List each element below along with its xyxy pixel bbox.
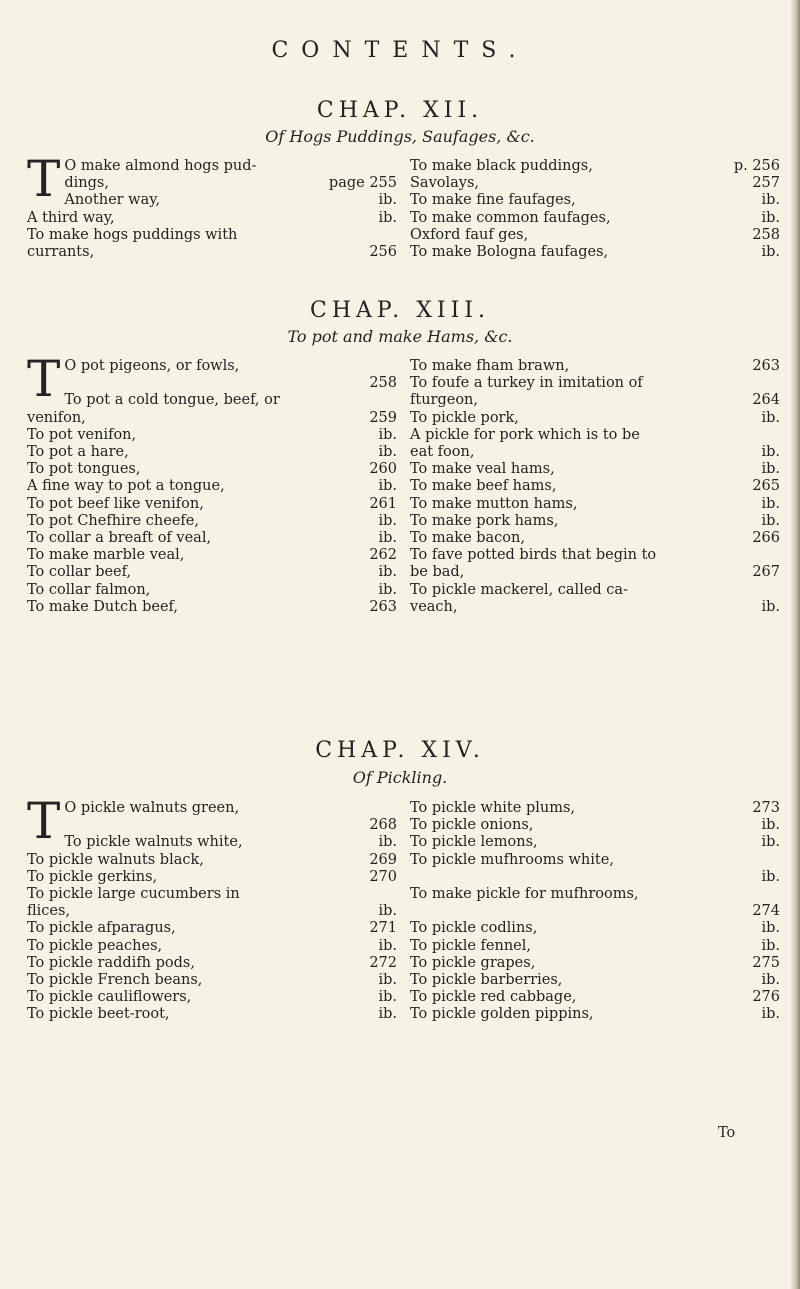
toc-entry <box>27 530 397 547</box>
toc-entry <box>27 938 397 955</box>
toc-entry <box>410 903 780 920</box>
entry-page <box>391 886 397 903</box>
entry-page: ib. <box>378 209 397 226</box>
toc-entry <box>64 192 397 209</box>
entry-page: 266 <box>752 530 780 547</box>
toc-entry <box>64 175 397 192</box>
entry-title: To make fine faufages, <box>410 192 576 209</box>
entry-page: ib. <box>761 920 780 937</box>
toc-entry <box>27 1006 397 1023</box>
toc-entry <box>27 955 397 972</box>
toc-entry <box>410 513 780 530</box>
toc-entry <box>27 599 397 616</box>
entry-page: ib. <box>378 192 397 209</box>
entry-page: ib. <box>761 817 780 834</box>
entry-title: To pickle peaches, <box>27 937 163 954</box>
toc-entry <box>410 496 780 513</box>
entry-title: To pickle fennel, <box>410 937 531 954</box>
entry-page <box>391 358 397 375</box>
entry-title: flices, <box>27 903 71 920</box>
entry-title: To make black puddings, <box>410 158 593 174</box>
entry-title: To pickle cauliflowers, <box>27 989 192 1006</box>
entry-page: 272 <box>369 954 397 971</box>
entry-title: To pickle onions, <box>410 817 534 834</box>
toc-entry <box>27 564 397 581</box>
entry-title: To pickle large cucumbers in <box>27 886 240 903</box>
toc-entry <box>27 886 397 903</box>
chap-13-subtitle: To pot and make Hams, &c. <box>287 327 513 346</box>
entry-title: To pickle raddifh pods, <box>27 954 195 971</box>
toc-entry <box>27 903 397 920</box>
entry-page: ib. <box>378 1006 397 1023</box>
entry-title: To make bacon, <box>410 530 525 547</box>
entry-title: To make pork hams, <box>410 512 559 529</box>
toc-entry <box>27 210 397 227</box>
entry-page: 271 <box>369 920 397 937</box>
toc-entry <box>64 392 397 409</box>
toc-entry <box>410 461 780 478</box>
entry-page: ib. <box>761 444 780 461</box>
entry-title: To foufe a turkey in imitation of <box>410 375 643 392</box>
entry-title: To pot venifon, <box>27 426 137 443</box>
toc-entry <box>410 852 780 869</box>
entry-page: ib. <box>378 937 397 954</box>
toc-entry <box>27 920 397 937</box>
entry-page: ib. <box>761 461 780 478</box>
entry-page: ib. <box>378 903 397 920</box>
entry-title: currants, <box>27 244 95 261</box>
entry-title: O pot pigeons, or fowls, <box>64 358 240 374</box>
entry-page: p. 256 <box>733 158 780 174</box>
toc-entry <box>410 392 780 409</box>
entry-page: ib. <box>378 426 397 443</box>
entry-page: 274 <box>752 903 780 920</box>
entry-page: page 255 <box>328 175 397 192</box>
chap-12-heading: CHAP. XII. <box>316 98 484 123</box>
entry-page: ib. <box>761 495 780 512</box>
entry-title: veach, <box>410 598 458 615</box>
entry-page: ib. <box>761 512 780 529</box>
entry-page: 273 <box>752 800 780 816</box>
entry-title: To pot tongues, <box>27 461 141 478</box>
entry-title: A third way, <box>27 209 115 226</box>
entry-page: ib. <box>761 972 780 989</box>
toc-entry <box>27 427 397 444</box>
entry-page <box>391 392 397 409</box>
drop-cap: T <box>27 150 61 208</box>
entry-title: be bad, <box>410 564 465 581</box>
toc-entry <box>410 599 780 616</box>
toc-entry <box>27 227 397 244</box>
entry-page: ib. <box>761 834 780 851</box>
toc-entry <box>64 834 397 851</box>
entry-page: 256 <box>369 244 397 261</box>
entry-title: Another way, <box>64 192 161 209</box>
toc-entry <box>410 955 780 972</box>
entry-page <box>774 582 780 599</box>
entry-page: 276 <box>752 989 780 1006</box>
toc-entry <box>410 869 780 886</box>
chap-14-left-column <box>27 792 397 1024</box>
entry-page <box>774 375 780 392</box>
entry-page: 267 <box>752 564 780 581</box>
entry-page: 268 <box>369 817 397 834</box>
toc-entry <box>27 244 397 261</box>
entry-page: ib. <box>378 530 397 547</box>
toc-entry <box>410 175 780 192</box>
toc-entry <box>410 972 780 989</box>
chap-14-right-column <box>410 800 780 1024</box>
entry-title: To make pickle for mufhrooms, <box>410 886 639 903</box>
entry-title: To pot a hare, <box>27 444 129 461</box>
entry-title: To pickle French beans, <box>27 972 203 989</box>
toc-entry <box>410 989 780 1006</box>
toc-entry <box>64 800 397 817</box>
entry-title: eat foon, <box>410 444 475 461</box>
entry-title: To pickle white plums, <box>410 800 576 816</box>
entry-page: 258 <box>369 375 397 392</box>
entry-title: To pickle walnuts black, <box>27 851 204 868</box>
entry-page <box>774 852 780 869</box>
page-edge <box>790 0 800 1289</box>
toc-entry <box>27 869 397 886</box>
entry-title: To make Bologna faufages, <box>410 244 609 261</box>
toc-entry <box>410 158 780 175</box>
drop-cap: T <box>27 350 61 408</box>
entry-title: A fine way to pot a tongue, <box>27 478 225 495</box>
chap-13-heading: CHAP. XIII. <box>310 298 490 323</box>
toc-entry <box>410 375 780 392</box>
toc-entry <box>410 444 780 461</box>
entry-title: To make common faufages, <box>410 209 611 226</box>
entry-title: To pickle codlins, <box>410 920 538 937</box>
toc-entry <box>27 478 397 495</box>
entry-title: To pickle pork, <box>410 409 519 426</box>
toc-entry <box>27 972 397 989</box>
toc-entry <box>27 444 397 461</box>
toc-entry <box>410 244 780 261</box>
entry-title: To pickle gerkins, <box>27 868 158 885</box>
entry-page: ib. <box>761 598 780 615</box>
entry-page: ib. <box>378 512 397 529</box>
entry-title: To pickle barberries, <box>410 972 563 989</box>
toc-entry <box>27 513 397 530</box>
entry-page: 263 <box>369 598 397 615</box>
entry-title: Savolays, <box>410 175 480 192</box>
toc-entry <box>410 800 780 817</box>
entry-title: To pickle lemons, <box>410 834 538 851</box>
toc-entry <box>27 410 397 427</box>
toc-entry <box>27 852 397 869</box>
toc-entry <box>410 920 780 937</box>
toc-entry <box>410 817 780 834</box>
toc-entry <box>27 496 397 513</box>
entry-title: To make fham brawn, <box>410 358 570 374</box>
toc-entry <box>410 192 780 209</box>
entry-page: ib. <box>761 937 780 954</box>
drop-cap: T <box>27 792 61 850</box>
entry-page: ib. <box>761 209 780 226</box>
entry-page <box>774 427 780 444</box>
toc-entry <box>64 358 397 375</box>
entry-title: To pickle afparagus, <box>27 920 176 937</box>
entry-title: O pickle walnuts green, <box>64 800 240 816</box>
entry-page: 269 <box>369 851 397 868</box>
toc-entry <box>64 158 397 175</box>
entry-page: 275 <box>752 954 780 971</box>
chap-14-heading: CHAP. XIV. <box>315 738 485 763</box>
entry-page: ib. <box>378 478 397 495</box>
chap-14-subtitle: Of Pickling. <box>352 768 448 787</box>
toc-entry <box>410 834 780 851</box>
entry-title: A pickle for pork which is to be <box>410 426 640 443</box>
toc-entry <box>410 410 780 427</box>
entry-page: ib. <box>761 409 780 426</box>
toc-entry <box>410 1006 780 1023</box>
entry-page: 262 <box>369 547 397 564</box>
toc-entry <box>27 989 397 1006</box>
entry-page: 260 <box>369 461 397 478</box>
entry-title: To pickle grapes, <box>410 954 536 971</box>
chap-13-left-column <box>27 350 397 616</box>
chap-12-subtitle: Of Hogs Puddings, Saufages, &c. <box>265 127 535 146</box>
entry-page: 258 <box>752 226 780 243</box>
entry-page: ib. <box>761 244 780 261</box>
entry-title: To pot beef like venifon, <box>27 495 204 512</box>
toc-entry <box>27 461 397 478</box>
entry-title: To collar beef, <box>27 564 132 581</box>
entry-title: fturgeon, <box>410 392 479 409</box>
entry-page: ib. <box>378 989 397 1006</box>
entry-page: ib. <box>378 444 397 461</box>
entry-page: ib. <box>761 1006 780 1023</box>
entry-title: To make beef hams, <box>410 478 557 495</box>
entry-title: To pot Chefhire cheefe, <box>27 512 199 529</box>
toc-entry <box>410 210 780 227</box>
entry-title: To make hogs puddings with <box>27 226 238 243</box>
entry-page: 261 <box>369 495 397 512</box>
entry-title: O make almond hogs pud- <box>64 158 257 174</box>
toc-entry <box>27 547 397 564</box>
toc-entry <box>410 886 780 903</box>
entry-page: ib. <box>378 972 397 989</box>
toc-entry <box>410 582 780 599</box>
entry-title: To make marble veal, <box>27 547 185 564</box>
entry-page: ib. <box>378 834 397 851</box>
entry-page: ib. <box>761 868 780 885</box>
toc-entry <box>410 530 780 547</box>
entry-title: To make Dutch beef, <box>27 598 179 615</box>
entry-title: To collar falmon, <box>27 581 151 598</box>
entry-title: venifon, <box>27 409 86 426</box>
entry-title: dings, <box>64 175 109 192</box>
toc-entry <box>410 427 780 444</box>
entry-page <box>391 227 397 244</box>
entry-title: To collar a breaft of veal, <box>27 530 212 547</box>
entry-page: 259 <box>369 409 397 426</box>
entry-page <box>391 800 397 817</box>
entry-page: 263 <box>752 358 780 374</box>
toc-entry <box>410 564 780 581</box>
entry-page <box>774 547 780 564</box>
entry-title: To make veal hams, <box>410 461 555 478</box>
entry-title: To pickle golden pippins, <box>410 1006 594 1023</box>
entry-page <box>391 158 397 175</box>
toc-entry <box>27 582 397 599</box>
entry-title: To pot a cold tongue, beef, or <box>64 392 280 409</box>
entry-page: 257 <box>752 175 780 192</box>
entry-page: ib. <box>761 192 780 209</box>
entry-page: 270 <box>369 868 397 885</box>
entry-page: 264 <box>752 392 780 409</box>
toc-entry <box>410 358 780 375</box>
toc-entry <box>64 817 397 834</box>
entry-title: To make mutton hams, <box>410 495 578 512</box>
chap-12-right-column <box>410 158 780 261</box>
entry-title: To pickle beet-root, <box>27 1006 170 1023</box>
chap-12-left-column <box>27 150 397 261</box>
entry-title: To pickle walnuts white, <box>64 834 243 851</box>
chap-13-right-column <box>410 358 780 616</box>
toc-entry <box>410 227 780 244</box>
entry-title: To fave potted birds that begin to <box>410 547 657 564</box>
toc-entry <box>410 478 780 495</box>
entry-page <box>774 886 780 903</box>
entry-page: ib. <box>378 581 397 598</box>
toc-entry <box>410 547 780 564</box>
entry-title: To pickle red cabbage, <box>410 989 577 1006</box>
toc-entry <box>64 375 397 392</box>
entry-title: Oxford fauf ges, <box>410 226 529 243</box>
contents-header: CONTENTS. <box>271 38 529 63</box>
catchword: To <box>718 1125 736 1141</box>
toc-entry <box>410 938 780 955</box>
entry-page: 265 <box>752 478 780 495</box>
entry-title: To pickle mackerel, called ca- <box>410 581 628 598</box>
entry-title: To pickle mufhrooms white, <box>410 851 614 868</box>
entry-page: ib. <box>378 564 397 581</box>
